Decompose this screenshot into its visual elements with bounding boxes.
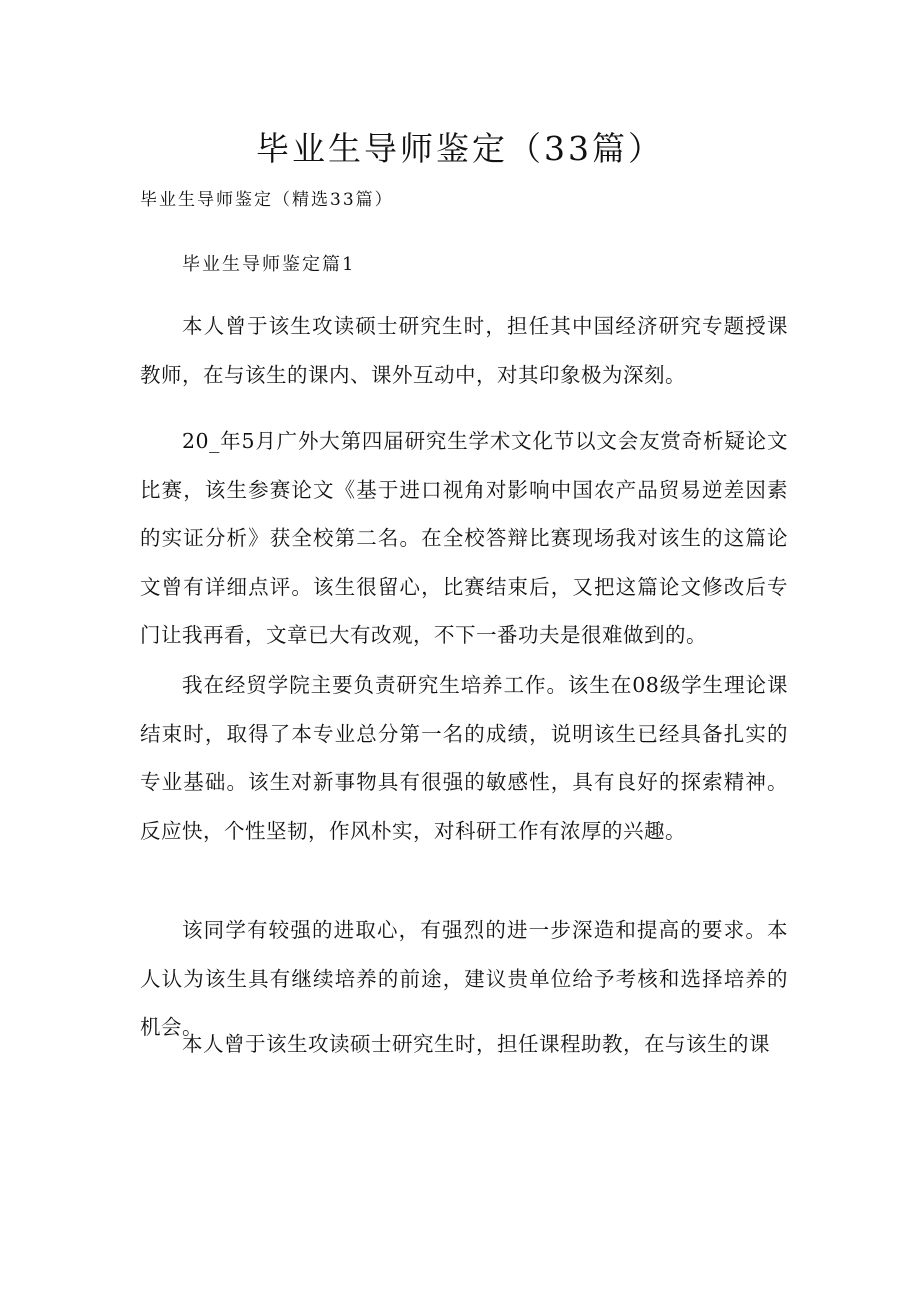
paragraph-2: 20_年5月广外大第四届研究生学术文化节以文会友赏奇析疑论文比赛，该生参赛论文《基于进口视角对影响中国农产品贸易逆差因素的实证分析》获全校第二名。在全校答辩比赛现场我对该生的这篇论文曾有详细点评。该生很留心，比赛结束后，又把这篇论文修改后专门让我再看，文章已大有改观，不下一番功夫是很难做到的。 bbox=[140, 429, 788, 647]
section-heading: 毕业生导师鉴定篇1 bbox=[182, 254, 356, 275]
document-title: 毕业生导师鉴定（33篇） bbox=[256, 129, 664, 168]
paragraph-3: 我在经贸学院主要负责研究生培养工作。该生在08级学生理论课结束时，取得了本专业总分第一名的成绩，说明该生已经具备扎实的专业基础。该生对新事物具有很强的敏感性，具有良好的探索精神。反应快，个性坚韧，作风朴实，对科研工作有浓厚的兴趣。 bbox=[140, 673, 788, 843]
paragraph-1: 本人曾于该生攻读硕士研究生时，担任其中国经济研究专题授课教师，在与该生的课内、课外互动中，对其印象极为深刻。 bbox=[140, 314, 788, 387]
paragraph-4: 该同学有较强的进取心，有强烈的进一步深造和提高的要求。本人认为该生具有继续培养的前途，建议贵单位给予考核和选择培养的机会。 bbox=[140, 918, 788, 1039]
document-subtitle: 毕业生导师鉴定（精选33篇） bbox=[140, 190, 394, 210]
paragraph-5: 本人曾于该生攻读硕士研究生时，担任课程助教，在与该生的课 bbox=[182, 1032, 770, 1056]
